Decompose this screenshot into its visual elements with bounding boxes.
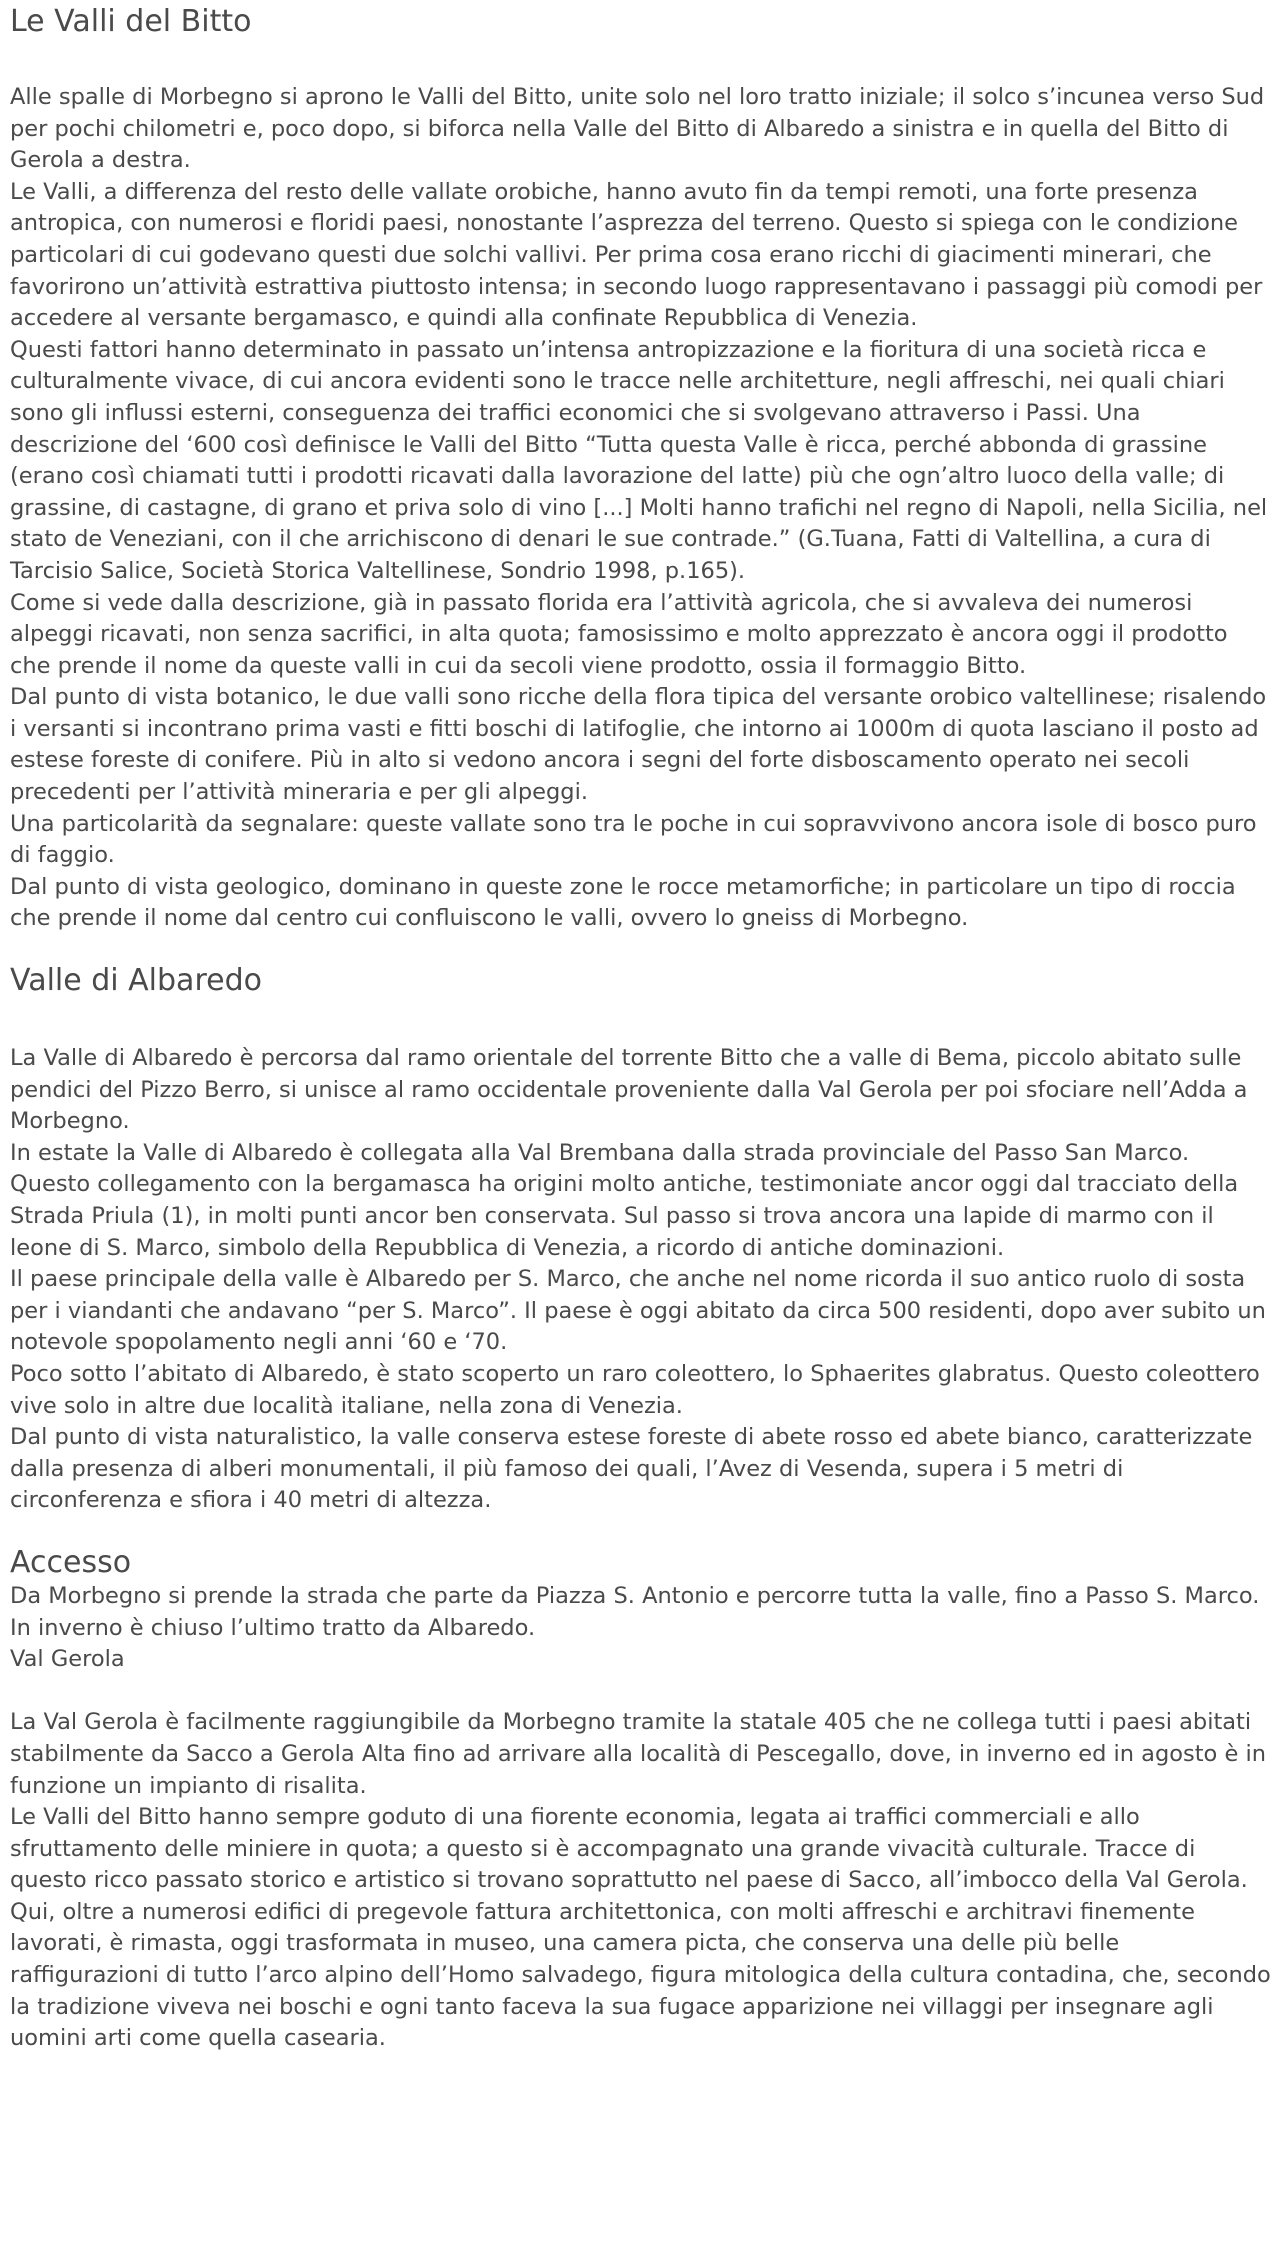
albaredo-paragraph-2: In estate la Valle di Albaredo è collegata alla Val Brembana dalla strada provinciale del Passo San Marco. Questo collegamento con la bergamasca ha origini molto antiche, testimoniate ancor oggi dal tracciato della Strada Priula (1), in molti punti ancor ben conservata. Sul passo si trova ancora una lapide di marmo con il leone di S. Marco, simbolo della Repubblica di Venezia, a ricordo di antiche dominazioni. bbox=[10, 1139, 1239, 1261]
gerola-paragraph-1: La Val Gerola è facilmente raggiungibile da Morbegno tramite la statale 405 che ne collega tutti i paesi abitati stabilmente da Sacco a Gerola Alta fino ad arrivare alla località di Pescegallo, dove, in inverno ed in agosto è in funzione un impianto di risalita. bbox=[10, 1709, 1266, 1799]
albaredo-section bbox=[10, 1043, 1276, 1517]
spacer bbox=[10, 1676, 1276, 1708]
access-section bbox=[10, 1581, 1276, 1676]
gerola-section bbox=[10, 1707, 1276, 2055]
albaredo-paragraph-4: Poco sotto l’abitato di Albaredo, è stato scoperto un raro coleottero, lo Sphaerites glabratus. Questo coleottero vive solo in altre due località italiane, nella zona di Venezia. bbox=[10, 1360, 1260, 1419]
albaredo-paragraph-5: Dal punto di vista naturalistico, la valle conserva estese foreste di abete rosso ed abete bianco, caratterizzate dalla presenza di alberi monumentali, il più famoso dei quali, l’Avez di Vesenda, supera i 5 metri di circonferenza e sfiora i 40 metri di altezza. bbox=[10, 1424, 1253, 1514]
intro-paragraph-6: Una particolarità da segnalare: queste vallate sono tra le poche in cui sopravvivono ancora isole di bosco puro di faggio. bbox=[10, 810, 1257, 869]
intro-paragraph-5: Dal punto di vista botanico, le due valli sono ricche della flora tipica del versante orobico valtellinese; risalendo i versanti si incontrano prima vasti e fitti boschi di latifoglie, che intorno ai 1000m di quota lasciano il posto ad estese foreste di conifere. Più in alto si vedono ancora i segni del forte disboscamento operato nei secoli precedenti per l’attività mineraria e per gli alpeggi. bbox=[10, 684, 1267, 806]
subsection-title-val-gerola: Val Gerola bbox=[10, 1646, 125, 1673]
albaredo-paragraph-1: La Valle di Albaredo è percorsa dal ramo orientale del torrente Bitto che a valle di Bema, piccolo abitato sulle pendici del Pizzo Berro, si unisce al ramo occidentale proveniente dalla Val Gerola per poi sfociare nell’Adda a Morbegno. bbox=[10, 1045, 1248, 1135]
intro-paragraph-2: Le Valli, a differenza del resto delle vallate orobiche, hanno avuto fin da tempi remoti, una forte presenza antropica, con numerosi e floridi paesi, nonostante l’asprezza del terreno. Questo si spiega con le condizione particolari di cui godevano questi due solchi vallivi. Per prima cosa erano ricchi di giacimenti minerari, che favorirono un’attività estrattiva piuttosto intensa; in secondo luogo rappresentavano i passaggi più comodi per accedere al versante bergamasco, e quindi alla confinate Repubblica di Venezia. bbox=[10, 178, 1263, 332]
section-title-albaredo: Valle di Albaredo bbox=[10, 963, 262, 999]
intro-paragraph-1: Alle spalle di Morbegno si aprono le Valli del Bitto, unite solo nel loro tratto iniziale; il solco s’incunea verso Sud per pochi chilometri e, poco dopo, si biforca nella Valle del Bitto di Albaredo a sinistra e in quella del Bitto di Gerola a destra. bbox=[10, 84, 1265, 174]
intro-section bbox=[10, 82, 1276, 935]
intro-paragraph-4: Come si vede dalla descrizione, già in passato florida era l’attività agricola, che si avvaleva dei numerosi alpeggi ricavati, non senza sacrifici, in alta quota; famosissimo e molto apprezzato è ancora oggi il prodotto che prende il nome da queste valli in cui da secoli viene prodotto, ossia il formaggio Bitto. bbox=[10, 589, 1228, 679]
intro-paragraph-7: Dal punto di vista geologico, dominano in queste zone le rocce metamorfiche; in particolare un tipo di roccia che prende il nome dal centro cui confluiscono le valli, ovvero lo gneiss di Morbegno. bbox=[10, 873, 1236, 932]
access-paragraph: Da Morbegno si prende la strada che parte da Piazza S. Antonio e percorre tutta la valle, fino a Passo S. Marco. In inverno è chiuso l’ultimo tratto da Albaredo. bbox=[10, 1582, 1260, 1641]
albaredo-paragraph-3: Il paese principale della valle è Albaredo per S. Marco, che anche nel nome ricorda il suo antico ruolo di sosta per i viandanti che andavano “per S. Marco”. Il paese è oggi abitato da circa 500 residenti, dopo aver subito un notevole spopolamento negli anni ‘60 e ‘70. bbox=[10, 1266, 1266, 1356]
intro-paragraph-3: Questi fattori hanno determinato in passato un’intensa antropizzazione e la fioritura di una società ricca e culturalmente vivace, di cui ancora evidenti sono le tracce nelle architetture, negli affreschi, nei quali chiari sono gli influssi esterni, conseguenza dei traffici economici che si svolgevano attraverso i Passi. Una descrizione del ‘600 così definisce le Valli del Bitto “Tutta questa Valle è ricca, perché abbonda di grassine (erano così chiamati tutti i prodotti ricavati dalla lavorazione del latte) più che ogn’altro luoco della valle; di grassine, di castagne, di grano et priva solo di vino [...] Molti hanno trafichi nel regno di Napoli, nella Sicilia, nel stato de Veneziani, con il che arrichiscono di denari le sue contrade.” (G.Tuana, Fatti di Valtellina, a cura di Tarcisio Salice, Società Storica Valtellinese, Sondrio 1998, p.165). bbox=[10, 336, 1268, 584]
gerola-paragraph-2: Le Valli del Bitto hanno sempre goduto di una fiorente economia, legata ai traffici commerciali e allo sfruttamento delle miniere in quota; a questo si è accompagnato una grande vivacità culturale. Tracce di questo ricco passato storico e artistico si trovano soprattutto nel paese di Sacco, all’imbocco della Val Gerola. Qui, oltre a numerosi edifici di pregevole fattura architettonica, con molti affreschi e architravi finemente lavorati, è rimasta, oggi trasformata in museo, una camera picta, che conserva una delle più belle raffigurazioni di tutto l’arco alpino dell’Homo salvadego, figura mitologica della cultura contadina, che, secondo la tradizione viveva nei boschi e ogni tanto faceva la sua fugace apparizione nei villaggi per insegnare agli uomini arti come quella casearia. bbox=[10, 1804, 1271, 2052]
page-title: Le Valli del Bitto bbox=[10, 4, 252, 39]
section-title-accesso: Accesso bbox=[10, 1544, 132, 1580]
